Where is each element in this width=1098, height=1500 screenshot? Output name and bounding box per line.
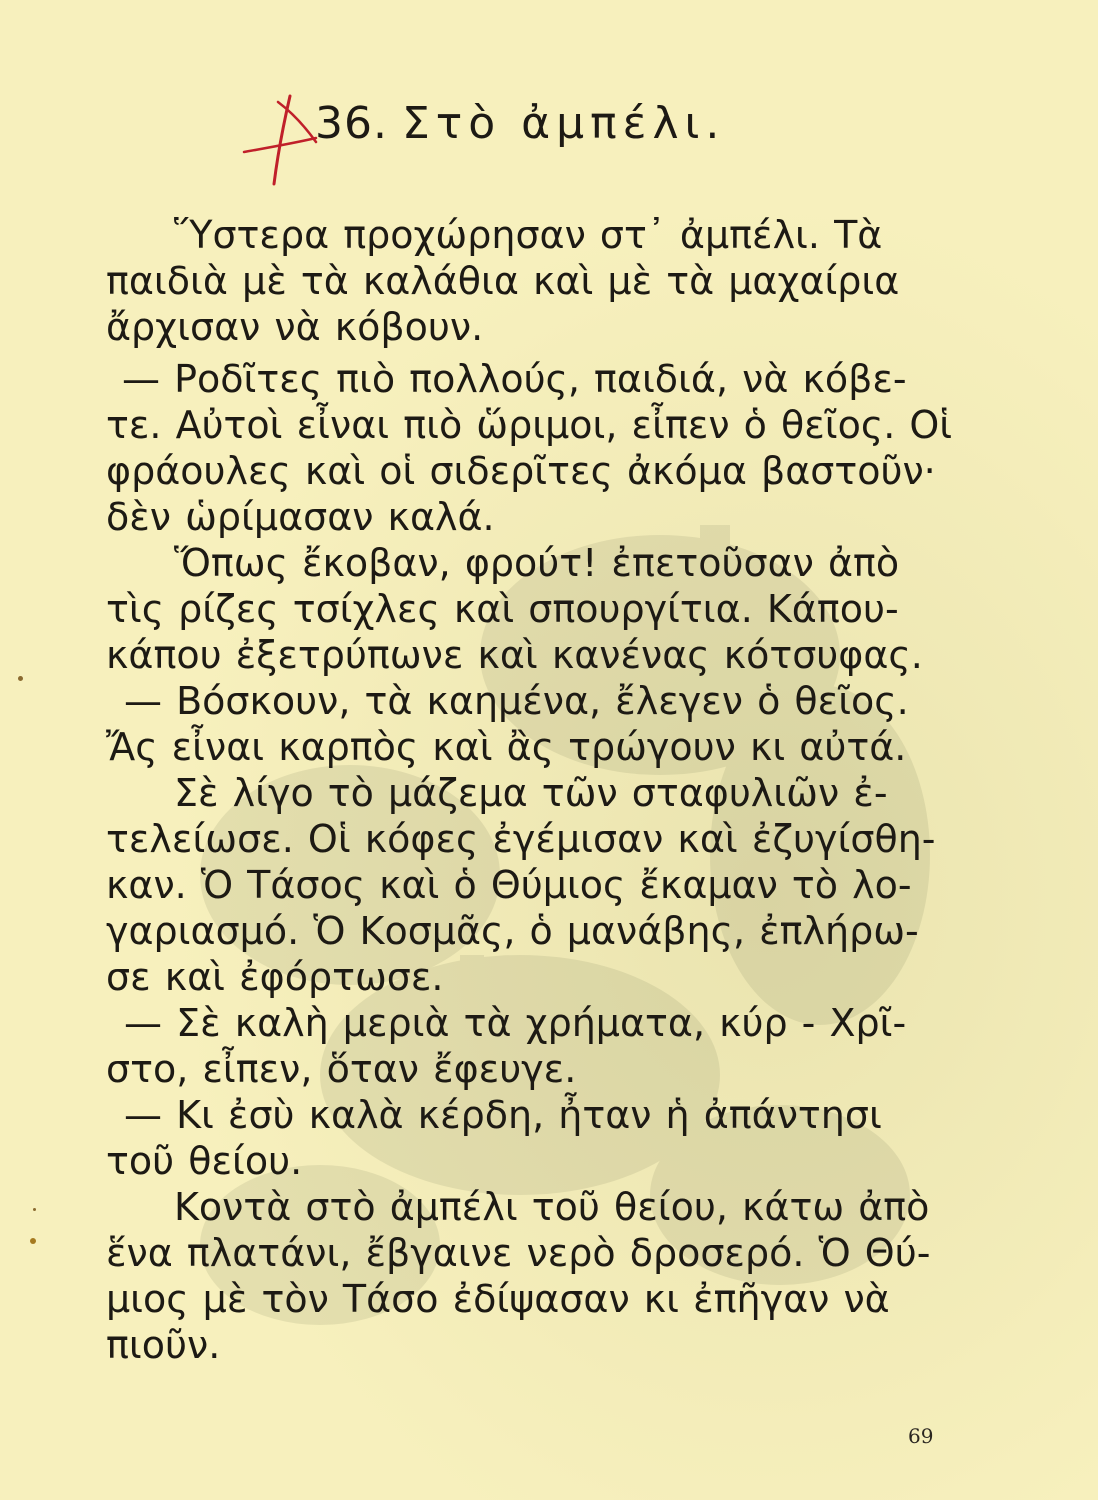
- paragraph: [106, 1184, 942, 1368]
- paragraph: [106, 356, 953, 540]
- chapter-heading: [315, 98, 725, 149]
- page-number: 69: [908, 1424, 934, 1448]
- paragraph: [106, 540, 942, 678]
- paragraph: [106, 1092, 942, 1184]
- chapter-title: Στὸ ἀμπέλι.: [401, 98, 726, 149]
- ink-speck: [18, 676, 23, 681]
- text-line: τελείωσε. Οἱ κόφες ἐγέμισαν καὶ ἐζυγίσθη-: [106, 817, 936, 861]
- text-line: — Σὲ καλὴ μεριὰ τὰ χρήματα, κύρ - Χρῖ-: [124, 1001, 907, 1045]
- text-line: δὲν ὡρίμασαν καλά.: [106, 495, 495, 539]
- text-line: τοῦ θείου.: [106, 1139, 303, 1183]
- ink-speck: [33, 1208, 36, 1211]
- text-line: γαριασμό. Ὁ Κοσμᾶς, ὁ μανάβης, ἐπλήρω-: [106, 909, 919, 953]
- text-line: — Κι ἐσὺ καλὰ κέρδη, ἦταν ἡ ἀπάντησι: [124, 1093, 882, 1137]
- text-line: πιοῦν.: [106, 1323, 221, 1367]
- paragraph: [106, 212, 1010, 350]
- ink-speck: [30, 1238, 36, 1244]
- text-line: ἕνα πλατάνι, ἔβγαινε νερὸ δροσερό. Ὁ Θύ-: [106, 1231, 931, 1275]
- paragraph: [106, 1000, 942, 1092]
- paragraph: [106, 678, 942, 770]
- text-line: σε καὶ ἐφόρτωσε.: [106, 955, 444, 999]
- chapter-number: 36.: [315, 98, 388, 149]
- text-line: — Βόσκουν, τὰ καημένα, ἔλεγεν ὁ θεῖος.: [124, 679, 909, 723]
- text-line: — Ροδῖτες πιὸ πολλούς, παιδιά, νὰ κόβε-: [122, 357, 907, 401]
- text-line: Σὲ λίγο τὸ μάζεμα τῶν σταφυλιῶν ἐ-: [174, 771, 888, 815]
- text-line: παιδιὰ μὲ τὰ καλάθια καὶ μὲ τὰ μαχαίρια: [106, 259, 900, 303]
- text-line: Ὕστερα προχώρησαν στ᾽ ἀμπέλι. Τὰ: [174, 213, 883, 257]
- text-line: καν. Ὁ Τάσος καὶ ὁ Θύμιος ἔκαμαν τὸ λο-: [106, 863, 912, 907]
- text-line: φράουλες καὶ οἱ σιδερῖτες ἀκόμα βαστοῦν·: [106, 449, 936, 493]
- text-line: Ὅπως ἔκοβαν, φρούτ! ἐπετοῦσαν ἀπὸ: [174, 541, 900, 585]
- text-line: τὶς ρίζες τσίχλες καὶ σπουργίτια. Κάπου-: [106, 587, 899, 631]
- text-line: ἄρχισαν νὰ κόβουν.: [106, 305, 484, 349]
- text-line: Ἄς εἶναι καρπὸς καὶ ἂς τρώγουν κι αὐτά.: [106, 725, 907, 769]
- text-line: στο, εἶπεν, ὅταν ἔφευγε.: [106, 1047, 577, 1091]
- text-line: μιος μὲ τὸν Τάσο ἐδίψασαν κι ἐπῆγαν νὰ: [106, 1277, 890, 1321]
- text-line: τε. Αὐτοὶ εἶναι πιὸ ὥριμοι, εἶπεν ὁ θεῖος. Οἱ: [106, 403, 953, 447]
- text-line: Κοντὰ στὸ ἀμπέλι τοῦ θείου, κάτω ἀπὸ: [174, 1185, 930, 1229]
- paragraph: [106, 770, 942, 1000]
- text-line: κάπου ἐξετρύπωνε καὶ κανένας κότσυφας.: [106, 633, 923, 677]
